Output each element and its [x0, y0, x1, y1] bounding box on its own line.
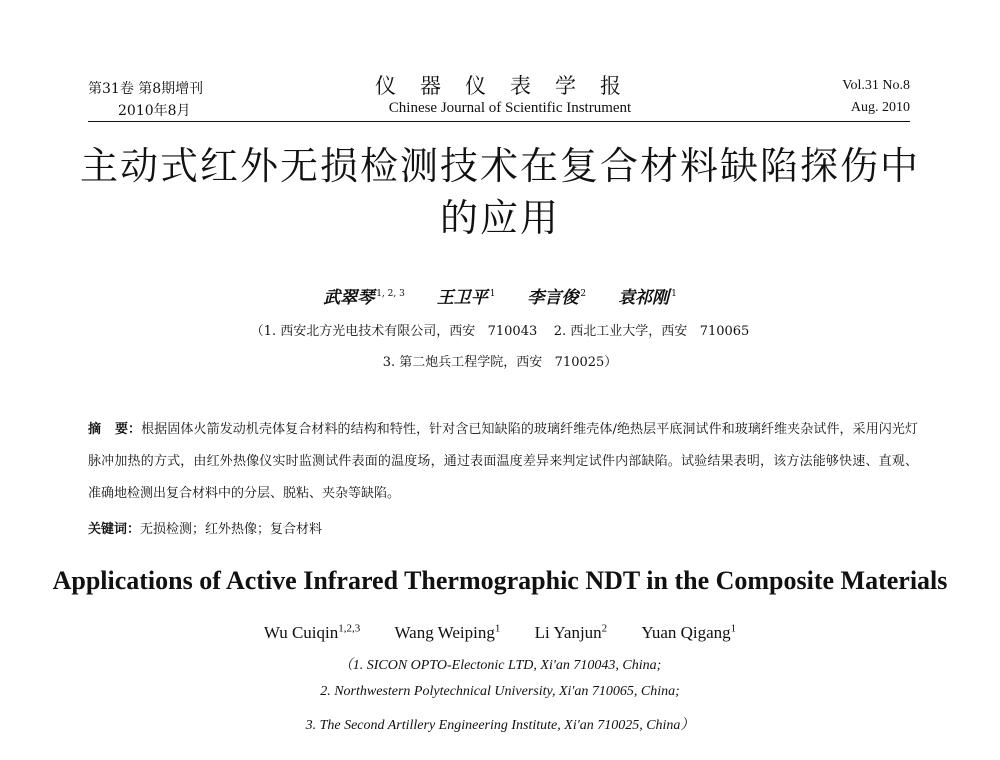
affiliation-en-line-3: 3. The Second Artillery Engineering Institute, Xi'an 710025, China）	[305, 718, 695, 733]
abstract	[88, 414, 918, 510]
affiliation-en-line-1: （1. SICON OPTO-Electonic LTD, Xi'an 710043, China;	[338, 658, 662, 673]
author-en: Wu Cuiqin$^{1,2,3}$	[263, 622, 361, 642]
author-list-cn	[0, 283, 1000, 308]
author-cn: 李言俊 $^2$	[527, 288, 587, 308]
author-cn: 武翠琴 $^{1, 2, 3}$	[323, 288, 405, 308]
abstract-label: 摘 要：	[88, 422, 142, 437]
author-en: Yuan Qigang$^1$	[641, 622, 737, 642]
keywords-label: 关键词：	[88, 522, 141, 537]
author-en: Li Yanjun$^2$	[534, 622, 608, 642]
issue-date-cn: 2010年8月	[118, 103, 191, 119]
volume-issue-en: Vol.31 No.8	[842, 78, 910, 93]
paper-title-en: Applications of Active Infrared Thermographic NDT in the Composite Materials	[52, 566, 948, 595]
keywords-text: 无损检测；红外热像；复合材料	[140, 522, 323, 537]
title-cn-line-2: 的应用	[439, 196, 560, 240]
title-cn-line-1: 主动式红外无损检测技术在复合材料缺陷探伤中	[79, 144, 920, 188]
author-en: Wang Weiping$^1$	[394, 622, 501, 642]
author-cn: 袁祁刚 $^1$	[618, 288, 677, 308]
header-rule	[88, 121, 910, 122]
affiliation-cn-line-1: （1. 西安北方光电技术有限公司，西安 710043 2. 西北工业大学，西安 710065	[250, 324, 750, 339]
volume-issue: 第31卷 第8期增刊	[88, 81, 204, 97]
paper-title-cn	[60, 140, 940, 244]
affiliation-cn-line-2: 3. 第二炮兵工程学院，西安 710025）	[382, 355, 618, 370]
issue-date-en: Aug. 2010	[850, 100, 910, 115]
affiliation-en-line-2: 2. Northwestern Polytechnical University, Xi'an 710065, China;	[320, 684, 680, 699]
abstract-text: 根据固体火箭发动机壳体复合材料的结构和特性，针对含已知缺陷的玻璃纤维壳体/绝热层平底洞试件和玻璃纤维夹杂试件，采用闪光灯脉冲加热的方式，由红外热像仪实时监测试件表面的温度场，通过表面温度差异来判定试件内部缺陷。试验结果表明，该方法能够快速、直观、准确地检测出复合材料中的分层、脱粘、夹杂等缺陷。	[88, 422, 918, 501]
author-cn: 王卫平 $^1$	[436, 288, 496, 308]
journal-name-en: Chinese Journal of Scientific Instrument	[388, 100, 632, 116]
author-list-en	[0, 622, 1000, 643]
keywords	[88, 518, 322, 537]
journal-name-cn: 仪器仪表学报	[375, 74, 645, 98]
